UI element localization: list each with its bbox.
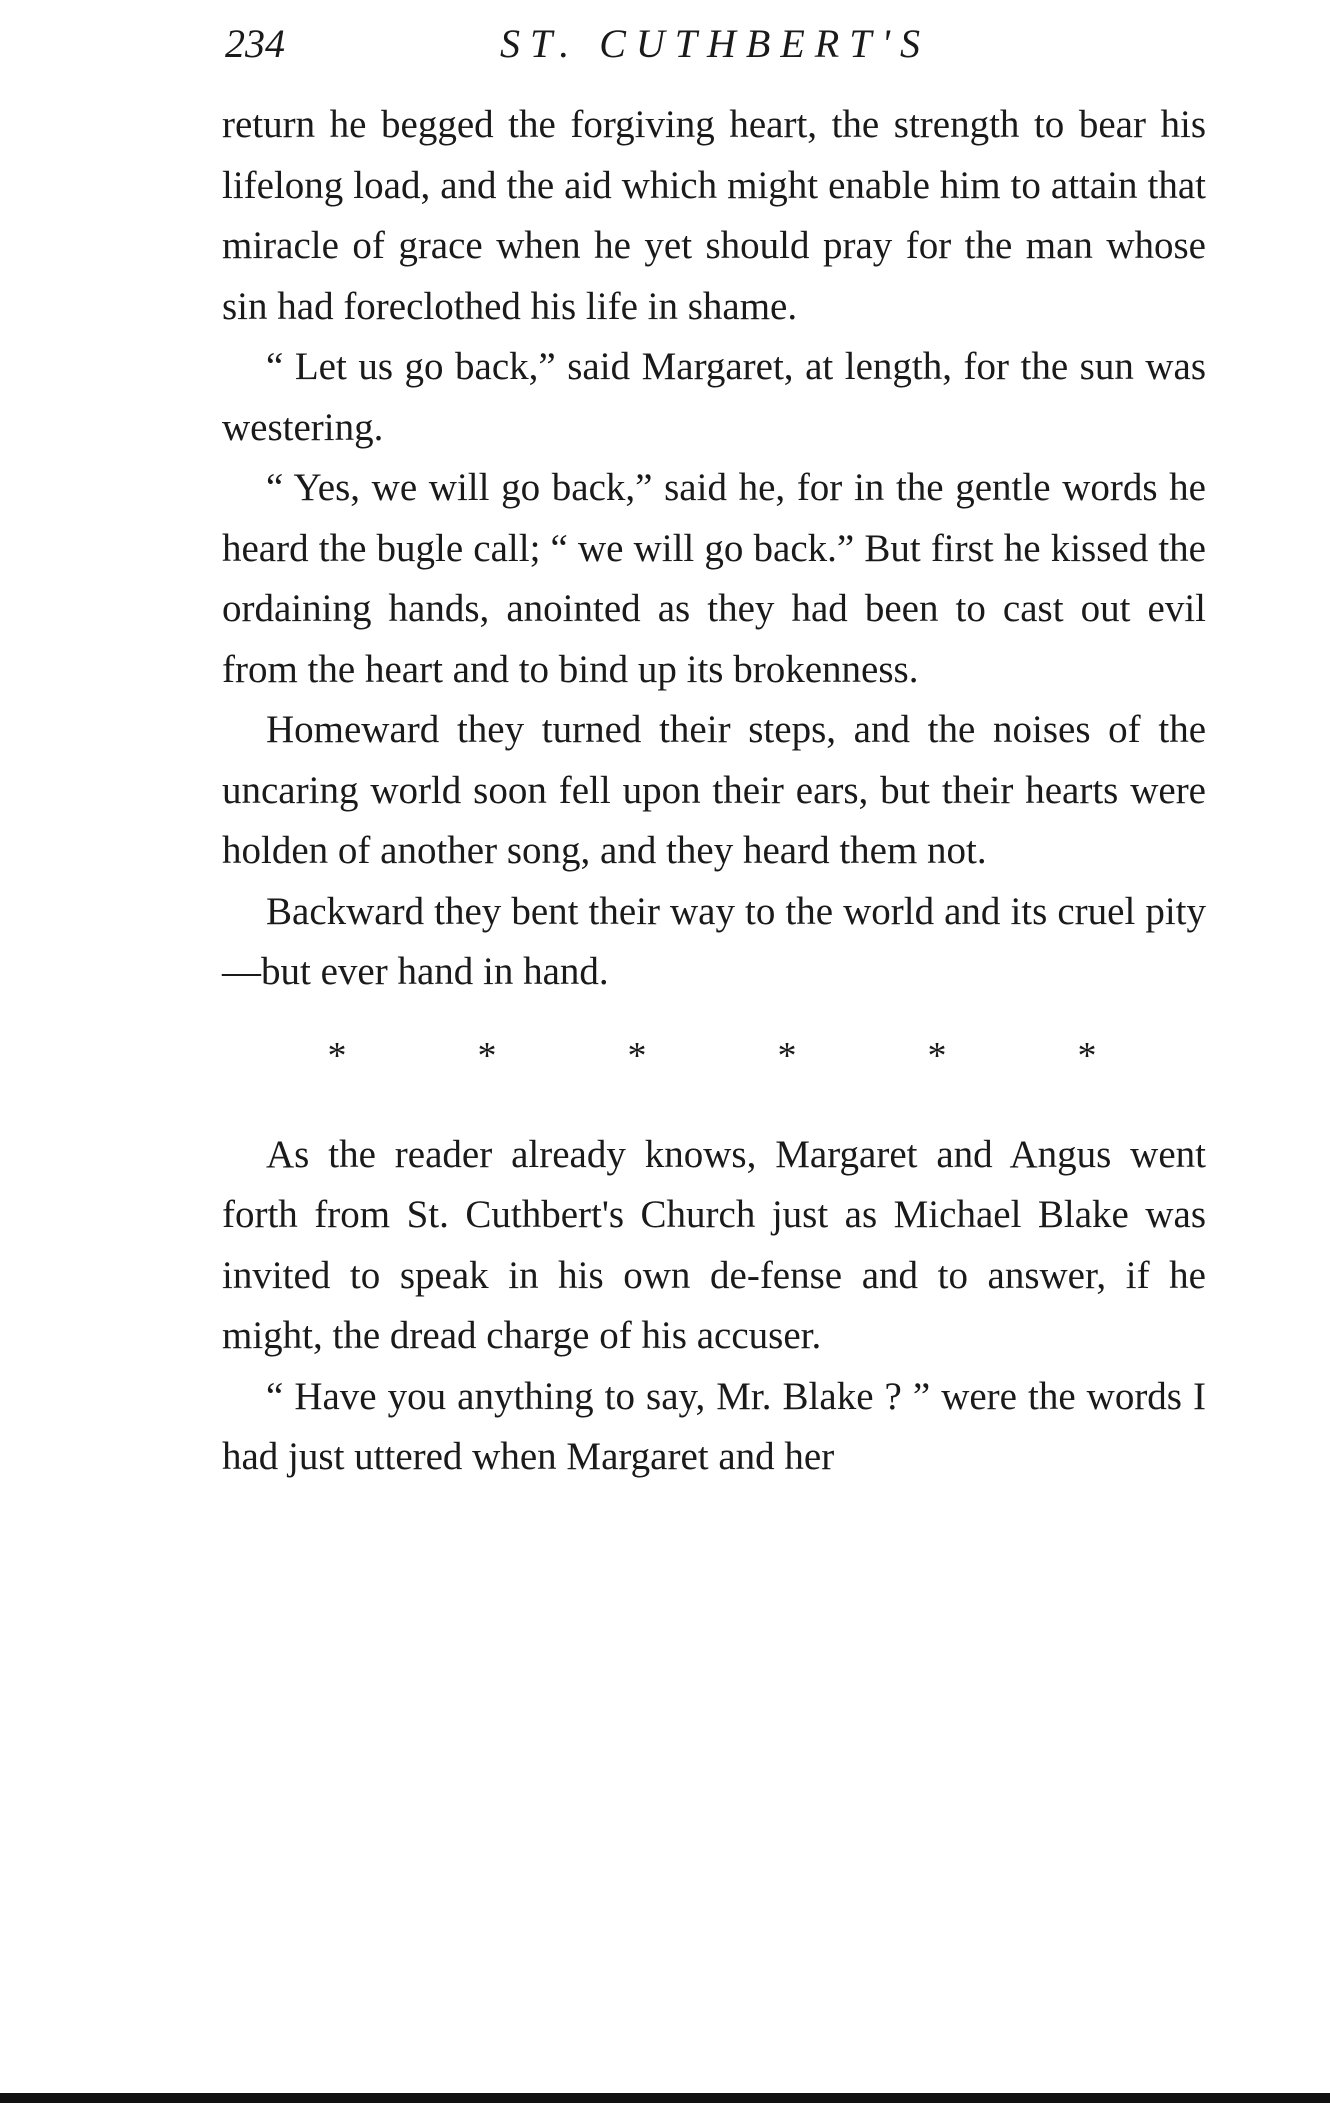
- separator-asterisk: *: [777, 1034, 797, 1077]
- paragraph: “ Yes, we will go back,” said he, for in the gentle words he heard the bugle call; “ we will go back.” But first he kissed the ordaining hands, anointed as they had been to cast out evil from the heart and to bind up its brokenness.: [222, 466, 1206, 691]
- separator-asterisk: *: [627, 1034, 647, 1077]
- page-number: 234: [225, 21, 285, 66]
- running-title: ST. CUTHBERT'S: [499, 21, 931, 66]
- paragraph: return he begged the forgiving heart, the strength to bear his lifelong load, and the aid which might enable him to attain that miracle of grace when he yet should pray for the man whose sin had foreclothed his life in shame.: [222, 103, 1206, 328]
- section-separator: [322, 1021, 1102, 1091]
- page-header: [225, 20, 1205, 80]
- paragraph: “ Have you anything to say, Mr. Blake ? ” were the words I had just uttered when Margaret and her: [222, 1374, 1206, 1478]
- paragraph: Homeward they turned their steps, and the noises of the uncaring world soon fell upon their ears, but their hearts were holden of another song, and they heard them not.: [222, 708, 1206, 872]
- separator-asterisk: *: [327, 1034, 347, 1077]
- bottom-border: [0, 2093, 1330, 2103]
- separator-asterisk: *: [477, 1034, 497, 1077]
- paragraph: “ Let us go back,” said Margaret, at length, for the sun was westering.: [222, 345, 1206, 449]
- paragraph: Backward they bent their way to the world and its cruel pity—but ever hand in hand.: [222, 889, 1206, 993]
- separator-asterisk: *: [1077, 1034, 1097, 1077]
- paragraph: As the reader already knows, Margaret and Angus went forth from St. Cuthbert's Church just as Michael Blake was invited to speak in his own de-fense and to answer, if he might, the dread charge of his accuser.: [222, 1132, 1206, 1357]
- separator-asterisk: *: [927, 1034, 947, 1077]
- body-text: [222, 95, 1206, 1488]
